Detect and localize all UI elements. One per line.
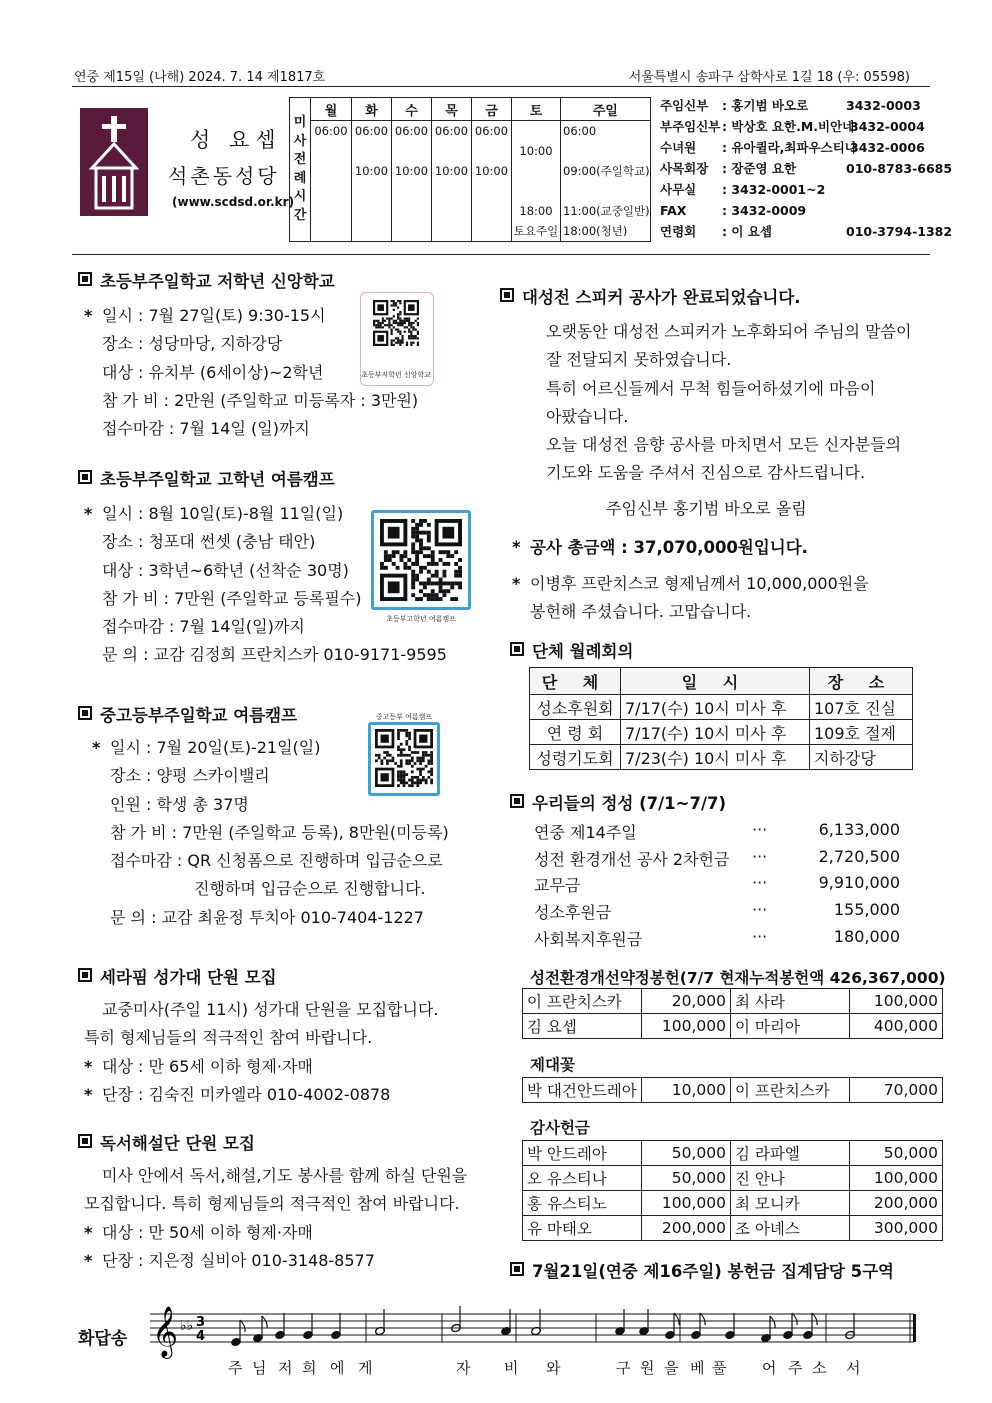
lyric-syllable: 자 <box>456 1359 471 1377</box>
issue-info: 연중 제15일 (나해) 2024. 7. 14 제1817호 <box>74 70 326 85</box>
donation-row <box>523 1191 943 1216</box>
day-mon: 월 <box>311 98 352 121</box>
detail-line: * 대상 : 만 65세 이하 형제·자매 <box>84 1053 438 1081</box>
detail-line: 오늘 대성전 음향 공사를 마치면서 모든 신자분들의 <box>546 435 902 455</box>
staff-name: : 장준영 요한 <box>722 161 797 176</box>
mon-times: 06:00 <box>311 121 352 242</box>
meeting-cell: 성령기도회 <box>530 745 621 770</box>
qr-caption-lower-school: 초등부저학년 신앙학교 <box>361 371 431 379</box>
donation-name: 진 안나 <box>731 1166 850 1191</box>
staff-phone: 3432-0006 <box>850 140 925 155</box>
pledge-table <box>522 988 943 1039</box>
section-title-counting-duty: 7월21일(연중 제16주일) 봉헌금 집계담당 5구역 <box>510 1258 894 1282</box>
lyric-syllable: 서 <box>846 1359 861 1377</box>
meeting-cell: 109호 절제 <box>810 720 913 745</box>
section-title-offerings: 우리들의 정성 (7/1~7/7) <box>510 790 726 814</box>
donation-name: 최 모니카 <box>731 1191 850 1216</box>
church-name-2: 석촌동성당 <box>168 164 280 188</box>
staff-row <box>660 95 952 116</box>
subtitle-pledge: 성전환경개선약정봉헌(7/7 현재누적봉헌액 426,367,000) <box>530 969 946 987</box>
donation-row <box>523 1216 943 1241</box>
svg-text:𝄞: 𝄞 <box>152 1306 179 1357</box>
detail-line: 참 가 비 : 7만원 (주일학교 등록필수) <box>102 588 362 608</box>
staff-row <box>660 137 952 158</box>
lyric-syllable: 에 <box>330 1359 345 1377</box>
detail-line: 장소 : 청포대 썬셋 (충남 태안) <box>102 532 316 552</box>
offering-dots: ··· <box>752 926 768 946</box>
detail-line: 특히 형제님들의 적극적인 참여 바랍니다. <box>84 1028 373 1048</box>
donation-row <box>523 1166 943 1191</box>
side-label-char: 미 <box>293 115 307 130</box>
donation-row <box>523 1141 943 1166</box>
section-title-upper-school: 초등부주일학교 고학년 여름캠프 <box>78 466 335 490</box>
detail-line: 미사 안에서 독서,해설,기도 봉사를 함께 하실 단원을 <box>102 1166 468 1185</box>
svg-text:♭♭: ♭♭ <box>180 1318 194 1334</box>
detail-line: 장소 : 양평 스카이밸리 <box>110 766 270 786</box>
lyric-syllable: 주 <box>788 1359 803 1377</box>
staff-phone: 010-3794-1382 <box>846 224 953 239</box>
speaker-total-cost: * 공사 총금액 : 37,070,000원입니다. <box>512 538 808 557</box>
detail-line: * 일시 : 8월 10일(토)-8월 11일(일) <box>84 500 447 528</box>
subtitle-altar-flowers: 제대꽃 <box>530 1056 575 1074</box>
mass-schedule-table <box>289 97 651 242</box>
staff-phone: 010-8783-6685 <box>846 161 953 176</box>
offering-amount: 6,133,000 <box>818 820 900 839</box>
offering-name: 성전 환경개선 공사 2차헌금 <box>534 849 730 869</box>
staff-role: 사목회장 <box>660 161 709 176</box>
offering-dots: ··· <box>752 846 768 866</box>
detail-line: 장소 : 성당마당, 지하강당 <box>102 334 283 354</box>
meeting-cell: 성소후원회 <box>530 695 621 720</box>
detail-line: 특히 어르신들께서 무척 힘들어하셨기에 마음이 <box>546 378 876 398</box>
bullet-star: * <box>84 306 93 325</box>
sat-times: 10:00 18:00 토요주일 <box>512 121 561 242</box>
meeting-cell: 7/17(수) 10시 미사 후 <box>621 695 810 720</box>
offering-dots: ··· <box>752 900 768 920</box>
detail-line: 참 가 비 : 2만원 (주일학교 미등록자 : 3만원) <box>102 390 419 410</box>
psalm-response-label: 화답송 <box>78 1329 128 1349</box>
offering-name: 연중 제14주일 <box>534 823 637 842</box>
staff-role: 부주임신부 <box>660 119 721 134</box>
bullet-star: * <box>84 1222 93 1242</box>
lyric-syllable: 주 <box>228 1359 243 1377</box>
staff-row <box>660 200 952 221</box>
donation-name: 김 요셉 <box>523 1014 642 1039</box>
qr-caption-upper-school: 초등부고학년 여름캠프 <box>386 615 456 623</box>
offering-amount: 2,720,500 <box>818 846 900 866</box>
offering-name: 사회복지후원금 <box>534 929 643 949</box>
detail-line: 접수마감 : 7월 14일(일)까지 <box>102 617 305 637</box>
bullet-star: * <box>84 504 93 523</box>
donation-name: 김 라파엘 <box>731 1141 850 1166</box>
bullet-star: * <box>84 1056 93 1076</box>
donation-name: 이 프란치스카 <box>523 989 642 1014</box>
church-website[interactable]: (www.scdsd.or.kr) <box>172 195 295 209</box>
detail-line: * 일시 : 7월 20일(토)-21일(일) <box>92 734 449 762</box>
detail-line: 문 의 : 교감 김정희 프란치스카 010-9171-9595 <box>102 645 447 665</box>
day-thu: 목 <box>432 98 472 121</box>
staff-row <box>660 221 952 242</box>
detail-line: 대상 : 3학년~6학년 (선착순 30명) <box>102 560 349 580</box>
section-title-speaker: 대성전 스피커 공사가 완료되었습니다. <box>500 284 801 308</box>
staff-name: : 유아퀼라,최파우스티나 <box>722 140 857 155</box>
mass-schedule-side-label <box>290 98 311 242</box>
offering-amount: 180,000 <box>833 926 900 946</box>
staff-row <box>660 116 952 137</box>
staff-name: : 박상호 요한.M.비안네 <box>722 119 855 134</box>
bullet-star: * <box>84 1084 93 1104</box>
header-divider <box>72 86 930 87</box>
lyric-syllable: 풀 <box>712 1359 727 1377</box>
svg-text:4: 4 <box>196 1329 206 1344</box>
fri-times: 06:00 10:00 <box>472 121 512 242</box>
church-address: 서울특별시 송파구 삼학사로 1길 18 (우: 05598) <box>628 70 910 85</box>
lyric-syllable: 소 <box>812 1359 827 1377</box>
lyric-syllable: 희 <box>302 1359 317 1377</box>
detail-line: * 대상 : 만 50세 이하 형제·자매 <box>84 1219 467 1247</box>
donation-amount: 100,000 <box>850 1166 943 1191</box>
section-title-monthly-meeting: 단체 월례회의 <box>510 638 633 662</box>
donation-name: 박 안드레아 <box>523 1141 642 1166</box>
bullet-star: * <box>92 738 101 757</box>
section-title-lector: 독서해설단 단원 모집 <box>78 1130 255 1154</box>
lyric-syllable: 저 <box>278 1359 293 1377</box>
wed-times: 06:00 10:00 <box>392 121 432 242</box>
day-sun: 주일 <box>561 98 651 121</box>
detail-line: 대상 : 유치부 (6세이상)~2학년 <box>102 362 324 382</box>
detail-line: 참 가 비 : 7만원 (주일학교 등록), 8만원(미등록) <box>110 822 449 842</box>
donation-name: 이 마리아 <box>731 1014 850 1039</box>
staff-role: 연령회 <box>660 224 697 239</box>
music-staff <box>150 1300 922 1364</box>
detail-line: 진행하며 입금순으로 진행합니다. <box>194 879 426 899</box>
lyric-syllable: 원 <box>640 1359 655 1377</box>
staff-name: : 3432-0001~2 <box>722 182 826 197</box>
lyric-syllable: 어 <box>762 1359 777 1377</box>
lyric-syllable: 님 <box>252 1359 267 1377</box>
altar-flowers-table <box>522 1077 943 1103</box>
church-name: 성 요셉 <box>190 128 282 152</box>
svg-text:3: 3 <box>196 1315 206 1330</box>
meeting-row <box>530 720 913 745</box>
donation-amount: 200,000 <box>850 1191 943 1216</box>
detail-line: 잘 전달되지 못하였습니다. <box>546 350 732 370</box>
donation-amount: 10,000 <box>642 1078 731 1103</box>
side-label-char: 례 <box>293 170 307 186</box>
qr-caption-youth: 중고등부 여름캠프 <box>375 713 433 721</box>
meeting-row <box>530 695 913 720</box>
staff-role: FAX <box>660 203 687 218</box>
staff-row <box>660 158 952 179</box>
donation-amount: 50,000 <box>850 1141 943 1166</box>
qr-code-youth[interactable] <box>375 729 433 787</box>
day-fri: 금 <box>472 98 512 121</box>
detail-line: 기도와 도움을 주셔서 진심으로 감사드립니다. <box>546 463 866 483</box>
donation-row <box>523 1078 943 1103</box>
donation-name: 오 유스티나 <box>523 1166 642 1191</box>
lector-details <box>84 1162 467 1275</box>
donation-amount: 200,000 <box>642 1216 731 1241</box>
donation-amount: 300,000 <box>850 1216 943 1241</box>
day-sat: 토 <box>512 98 561 121</box>
side-label-char: 사 <box>293 133 307 149</box>
bullet-star: * <box>84 1250 93 1270</box>
donation-amount: 100,000 <box>642 1014 731 1039</box>
staff-row <box>660 179 952 200</box>
lyric-syllable: 게 <box>358 1359 373 1377</box>
detail-line: 교중미사(주일 11시) 성가대 단원을 모집합니다. <box>102 1000 439 1019</box>
staff-name: : 3432-0009 <box>722 203 807 218</box>
offering-name: 성소후원금 <box>534 903 612 923</box>
choir-details <box>84 996 438 1109</box>
staff-phone: 3432-0004 <box>850 119 925 134</box>
section-title-youth: 중고등부주일학교 여름캠프 <box>78 702 297 726</box>
detail-line: 접수마감 : 7월 14일 (일)까지 <box>102 419 310 439</box>
donation-name: 유 마태오 <box>523 1216 642 1241</box>
header-bottom-divider <box>72 254 930 255</box>
day-tue: 화 <box>352 98 392 121</box>
lyric-syllable: 비 <box>504 1359 519 1377</box>
staff-name: : 홍기범 바오로 <box>722 98 809 113</box>
donation-name: 이 프란치스카 <box>731 1078 850 1103</box>
detail-line: 오랫동안 대성전 스피커가 노후화되어 주님의 말씀이 <box>546 322 912 341</box>
meeting-cell: 연 령 회 <box>530 720 621 745</box>
monthly-meeting-table: 단 체 일 시 장 소 성소후원회 7/17(수) 10시 미사 후 107호 진실 연 령 회 7/17(수) 10시 미사 후 109호 절제 성령기도회 7/23(수) 10시 미사 후 지하강당 <box>529 667 913 770</box>
offering-dots: ··· <box>752 820 768 839</box>
lyric-syllable: 와 <box>546 1359 561 1377</box>
donation-amount: 70,000 <box>850 1078 943 1103</box>
side-label-char: 시 <box>293 189 307 204</box>
meeting-cell: 7/17(수) 10시 미사 후 <box>621 720 810 745</box>
donation-row <box>523 989 943 1014</box>
staff-role: 수녀원 <box>660 140 697 155</box>
church-logo-icon <box>80 108 148 216</box>
donation-name: 최 사라 <box>731 989 850 1014</box>
thu-times: 06:00 10:00 <box>432 121 472 242</box>
detail-line: 아팠습니다. <box>546 406 629 426</box>
detail-line: 인원 : 학생 총 37명 <box>110 794 249 814</box>
staff-directory <box>660 95 952 242</box>
donation-amount: 100,000 <box>642 1191 731 1216</box>
speaker-donor-note: * 이병후 프란치스코 형제님께서 10,000,000원을 봉헌해 주셨습니다. 고맙습니다. <box>512 574 869 621</box>
staff-role: 주임신부 <box>660 98 709 113</box>
donation-amount: 100,000 <box>850 989 943 1014</box>
day-wed: 수 <box>392 98 432 121</box>
meeting-cell: 지하강당 <box>810 745 913 770</box>
offering-name: 교무금 <box>534 876 581 896</box>
meeting-row <box>530 745 913 770</box>
side-label-char: 전 <box>293 152 307 167</box>
donation-amount: 50,000 <box>642 1141 731 1166</box>
offering-amount: 9,910,000 <box>818 873 900 893</box>
staff-name: : 이 요셉 <box>722 224 772 239</box>
meeting-cell: 107호 진실 <box>810 695 913 720</box>
detail-line: 모집합니다. 특히 형제님들의 적극적인 참여 바랍니다. <box>84 1194 460 1214</box>
detail-line: * 단장 : 김숙진 미카엘라 010-4002-0878 <box>84 1081 438 1109</box>
lyric-syllable: 베 <box>690 1359 705 1377</box>
section-title-lower-school: 초등부주일학교 저학년 신앙학교 <box>78 268 335 292</box>
qr-code-upper-school[interactable] <box>380 519 462 601</box>
lyric-syllable: 구 <box>616 1359 631 1377</box>
thanksgiving-table <box>522 1140 943 1241</box>
speaker-signature: 주임신부 홍기범 바오로 올림 <box>606 499 807 518</box>
offering-dots: ··· <box>752 873 768 893</box>
section-title-choir: 세라핌 성가대 단원 모집 <box>78 964 277 988</box>
offering-amount: 155,000 <box>833 900 900 920</box>
detail-line: 접수마감 : QR 신청폼으로 진행하며 입금순으로 <box>110 851 443 871</box>
meeting-cell: 7/23(수) 10시 미사 후 <box>621 745 810 770</box>
subtitle-thanksgiving: 감사헌금 <box>530 1119 590 1137</box>
donation-name: 홍 유스티노 <box>523 1191 642 1216</box>
speaker-notice-text <box>528 318 911 488</box>
side-label-char: 간 <box>293 207 307 223</box>
donation-amount: 50,000 <box>642 1166 731 1191</box>
donation-amount: 20,000 <box>642 989 731 1014</box>
lyric-syllable: 을 <box>664 1359 679 1377</box>
tue-times: 06:00 10:00 <box>352 121 392 242</box>
detail-line: * 일시 : 7월 27일(토) 9:30-15시 <box>84 302 418 330</box>
staff-phone: 3432-0003 <box>846 98 921 113</box>
detail-line: * 단장 : 지은정 실비아 010-3148-8577 <box>84 1247 467 1275</box>
donation-row <box>523 1014 943 1039</box>
donation-amount: 400,000 <box>850 1014 943 1039</box>
sun-times: 06:00 09:00(주일학교) 11:00(교중일반) 18:00(청년) <box>561 121 651 242</box>
staff-role: 사무실 <box>660 182 697 197</box>
detail-line: 문 의 : 교감 최윤정 투치아 010-7404-1227 <box>110 907 424 927</box>
qr-code-lower-school[interactable] <box>373 300 419 346</box>
donation-name: 조 아녜스 <box>731 1216 850 1241</box>
donation-name: 박 대건안드레아 <box>523 1078 642 1103</box>
